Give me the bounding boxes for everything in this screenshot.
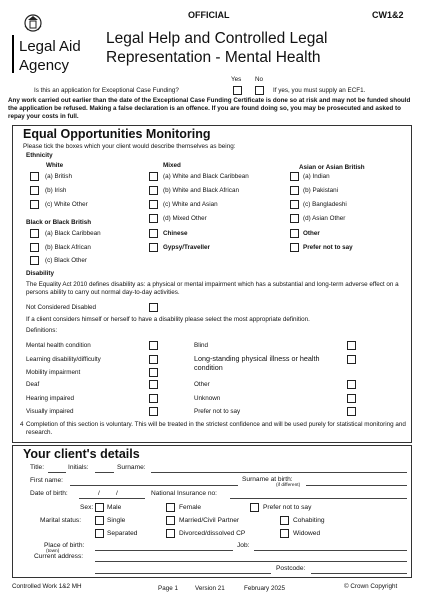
marital-status-label: Marital status: [40,517,82,524]
sex-male-label: Male [107,504,122,511]
first-name-label: First name: [30,477,63,484]
asian-other-label: (d) Asian Other [303,215,346,222]
mixed-wa-checkbox[interactable] [149,200,158,209]
royal-crest-logo [22,12,44,34]
marital-widowed-label: Widowed [293,530,321,537]
mixed-other-checkbox[interactable] [149,214,158,223]
footer-page: Page 1 [158,585,178,592]
def-learning-checkbox[interactable] [149,355,158,364]
ecf-no-checkbox[interactable] [255,86,264,95]
town-label: (town) [46,549,60,554]
asian-other-checkbox[interactable] [290,214,299,223]
marital-cohabiting-checkbox[interactable] [280,516,289,525]
mixed-wba-checkbox[interactable] [149,186,158,195]
asian-pakistani-label: (b) Pakistani [303,187,338,194]
dob-label: Date of birth: [30,490,68,497]
ni-label: National Insurance no: [151,490,217,497]
initials-label: Initials: [68,464,89,471]
sex-female-label: Female [179,504,201,511]
marital-separated-checkbox[interactable] [95,529,104,538]
initials-field[interactable] [95,472,114,473]
footer-copyright: © Crown Copyright [344,583,398,590]
postcode-label: Postcode: [276,565,306,572]
disability-label: Disability [26,270,54,277]
surname-birth-label: Surname at birth: [242,476,293,483]
ecf-yes-checkbox[interactable] [233,86,242,95]
surname-field[interactable] [151,472,407,473]
if-different-label: (if different) [276,483,301,488]
ethnicity-other-checkbox[interactable] [290,229,299,238]
def-mental-health-checkbox[interactable] [149,341,158,350]
equal-ops-instruction: Please tick the boxes which your client would describe themselves as being: [23,143,236,150]
equal-ops-heading: Equal Opportunities Monitoring [23,127,211,141]
asian-indian-label: (a) Indian [303,173,330,180]
def-longstanding-checkbox[interactable] [347,355,356,364]
def-other-label: Other [194,381,210,388]
sex-female-checkbox[interactable] [166,503,175,512]
black-african-label: (b) Black African [45,244,91,251]
black-other-label: (c) Black Other [45,257,87,264]
asian-pakistani-checkbox[interactable] [290,186,299,195]
title-field[interactable] [48,472,66,473]
surname-label: Surname: [117,464,146,471]
black-caribbean-label: (a) Black Caribbean [45,230,101,237]
job-field[interactable] [254,550,407,551]
mixed-wa-label: (c) White and Asian [163,201,218,208]
marital-divorced-checkbox[interactable] [166,529,175,538]
marital-married-checkbox[interactable] [166,516,175,525]
marital-separated-label: Separated [107,530,138,537]
def-deaf-checkbox[interactable] [149,380,158,389]
def-mobility-label: Mobility impairment [26,369,81,376]
place-birth-field[interactable] [95,550,233,551]
def-unknown-label: Unknown [194,395,221,402]
sex-label: Sex: [80,504,94,511]
mixed-group-label: Mixed [163,162,181,169]
def-visual-checkbox[interactable] [149,407,158,416]
agency-rule [12,35,14,73]
classification-label: OFFICIAL [188,10,230,20]
marital-single-checkbox[interactable] [95,516,104,525]
sex-prefer-not-label: Prefer not to say [263,504,312,511]
white-irish-label: (b) Irish [45,187,67,194]
def-longstanding-label: Long-standing physical illness or health condition [194,354,320,372]
form-title-line2: Representation - Mental Health [106,49,321,66]
def-mobility-checkbox[interactable] [149,368,158,377]
black-african-checkbox[interactable] [30,243,39,252]
white-british-label: (a) British [45,173,72,180]
definitions-label: Definitions: [26,327,58,334]
sex-male-checkbox[interactable] [95,503,104,512]
ecf-warning: Any work carried out earlier than the date of the Exceptional Case Funding Certificate is done so at risk and may not be funded should the application be refused. Making a false declaration is an offence. If you are found doing so, you may be prosecuted and asked to repay your costs in full. [8,97,411,121]
def-prefer-not-label: Prefer not to say [194,408,241,415]
marital-married-label: Married/Civil Partner [179,517,240,524]
black-other-checkbox[interactable] [30,256,39,265]
postcode-field[interactable] [311,573,407,574]
ethnicity-other-label: Other [303,230,320,237]
marital-single-label: Single [107,517,126,524]
voluntary-note: Completion of this section is voluntary. This will be treated in the strictest confidence and will be used purely for statistical monitoring and research. [26,421,406,437]
not-disabled-checkbox[interactable] [149,303,158,312]
mixed-wbc-checkbox[interactable] [149,172,158,181]
black-group-label: Black or Black British [26,219,92,226]
place-birth-label: Place of birth: [44,542,85,549]
chinese-checkbox[interactable] [149,229,158,238]
white-british-checkbox[interactable] [30,172,39,181]
ethnicity-label: Ethnicity [26,152,53,159]
gypsy-traveller-checkbox[interactable] [149,243,158,252]
white-other-label: (c) White Other [45,201,88,208]
not-disabled-label: Not Considered Disabled [26,304,97,311]
footer-form-name: Controlled Work 1&2 MH [12,583,82,590]
ecf-note: If yes, you must supply an ECF1. [273,87,366,94]
agency-name-line1: Legal Aid [19,38,81,55]
if-disabled-instruction: If a client considers himself or herself to have a disability please select the most appropriate definition. [26,316,310,323]
ecf-yes-label: Yes [231,76,242,83]
dob-field[interactable] [79,498,145,499]
agency-name-line2: Agency [19,57,70,74]
def-visual-label: Visually impaired [26,408,74,415]
client-details-heading: Your client's details [23,447,140,461]
white-group-label: White [46,162,64,169]
dob-sep-1: / [98,490,100,497]
ethnicity-prefer-not-label: Prefer not to say [303,244,353,251]
def-deaf-label: Deaf [26,381,40,388]
black-caribbean-checkbox[interactable] [30,229,39,238]
address-label: Current address: [34,553,84,560]
job-label: Job: [237,542,250,549]
address-field-line1[interactable] [95,561,407,562]
footer-version: Version 21 [195,585,225,592]
ecf-question: Is this an application for Exceptional Case Funding? [34,87,179,94]
chinese-label: Chinese [163,230,188,237]
marital-widowed-checkbox[interactable] [280,529,289,538]
mixed-other-label: (d) Mixed Other [163,215,207,222]
dob-sep-2: / [116,490,118,497]
mixed-wba-label: (b) White and Black African [163,187,239,194]
marital-divorced-label: Divorced/dissolved CP [179,530,246,537]
white-other-checkbox[interactable] [30,200,39,209]
surname-birth-field[interactable] [306,485,407,486]
def-learning-label: Learning disability/difficulty [26,356,101,363]
asian-indian-checkbox[interactable] [290,172,299,181]
ni-field[interactable] [230,498,407,499]
def-other-checkbox[interactable] [347,380,356,389]
def-mental-health-label: Mental health condition [26,342,91,349]
def-unknown-checkbox[interactable] [347,394,356,403]
marital-cohabiting-label: Cohabiting [293,517,325,524]
note-number: 4 [20,421,24,428]
sex-prefer-not-checkbox[interactable] [250,503,259,512]
first-name-field[interactable] [70,485,238,486]
asian-bangladeshi-label: (c) Bangladeshi [303,201,347,208]
gypsy-traveller-label: Gypsy/Traveller [163,244,210,251]
title-label: Title: [30,464,45,471]
disability-definition: The Equality Act 2010 defines disability as: a physical or mental impairment which has a substantial and long-term adverse effect on a persons ability to carry out normal day-to-day activities. [26,281,399,297]
def-blind-checkbox[interactable] [347,341,356,350]
form-code: CW1&2 [372,10,404,20]
footer-date: February 2025 [244,585,285,592]
ethnicity-prefer-not-checkbox[interactable] [290,243,299,252]
ecf-no-label: No [255,76,264,83]
def-blind-label: Blind [194,342,209,349]
mixed-wbc-label: (a) White and Black Caribbean [163,173,249,180]
white-irish-checkbox[interactable] [30,186,39,195]
def-hearing-checkbox[interactable] [149,394,158,403]
form-title-line1: Legal Help and Controlled Legal [106,30,328,47]
asian-group-label: Asian or Asian British [299,164,365,171]
address-field-line2[interactable] [95,573,271,574]
def-hearing-label: Hearing impaired [26,395,74,402]
def-prefer-not-checkbox[interactable] [347,407,356,416]
asian-bangladeshi-checkbox[interactable] [290,200,299,209]
